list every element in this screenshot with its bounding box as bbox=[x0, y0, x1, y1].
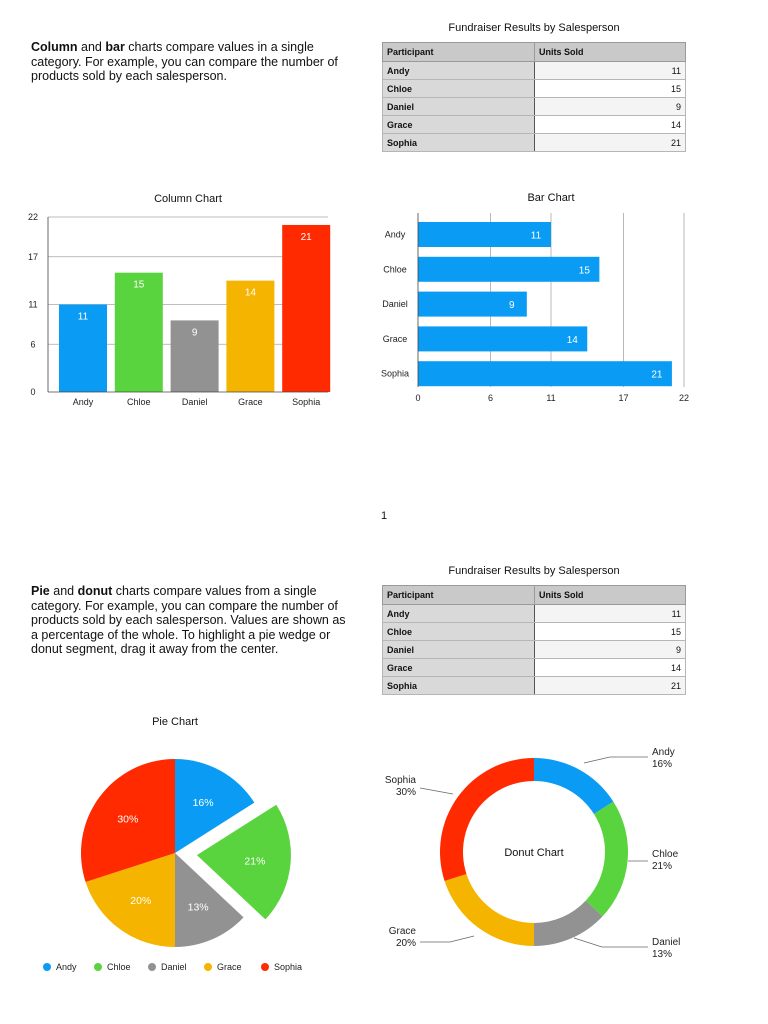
cell-name: Chloe bbox=[383, 623, 535, 641]
legend-label: Andy bbox=[56, 962, 77, 972]
segment-name: Sophia bbox=[384, 775, 416, 786]
term-column: Column bbox=[31, 40, 78, 54]
y-tick-label: Chloe bbox=[383, 264, 407, 275]
bar-chart-title: Bar Chart bbox=[527, 192, 575, 204]
table-row bbox=[383, 116, 686, 134]
data-label: 21 bbox=[300, 231, 312, 243]
intro-conjunction: and bbox=[53, 584, 75, 598]
table-title: Fundraiser Results by Salesperson bbox=[448, 565, 620, 577]
x-tick-label: Chloe bbox=[127, 397, 151, 407]
data-label: 11 bbox=[530, 230, 542, 242]
segment-percent: 20% bbox=[395, 938, 416, 949]
donut-segment-andy bbox=[534, 758, 613, 814]
intro-text: charts compare values from a single category. For example, you can compare the number of products sold by each salesperson. Values are shown as a percentage of the whole. To highlight a pie wedge or donut segment, drag it away from the center. bbox=[31, 584, 346, 656]
table-row bbox=[383, 659, 686, 677]
table-row bbox=[383, 641, 686, 659]
x-tick-label: Sophia bbox=[292, 397, 321, 407]
legend-swatch-daniel bbox=[148, 963, 156, 971]
legend-swatch-grace bbox=[204, 963, 212, 971]
column-chart-title: Column Chart bbox=[154, 193, 222, 205]
donut-segment-sophia bbox=[440, 758, 534, 881]
segment-percent: 30% bbox=[395, 787, 416, 798]
cell-name: Daniel bbox=[383, 98, 535, 116]
x-tick-label: 0 bbox=[415, 393, 421, 403]
cell-value: 21 bbox=[535, 677, 686, 695]
data-label: 14 bbox=[244, 287, 256, 299]
intro-conjunction: and bbox=[81, 40, 102, 54]
donut-chart bbox=[370, 735, 700, 970]
pie-chart bbox=[0, 730, 360, 990]
term-bar: bar bbox=[105, 40, 125, 54]
donut-segment-daniel bbox=[534, 901, 603, 946]
leader-line bbox=[584, 757, 648, 763]
cell-value: 11 bbox=[535, 605, 686, 623]
data-label: 14 bbox=[566, 334, 578, 346]
data-label: 21 bbox=[651, 369, 663, 381]
slice-label: 30% bbox=[117, 813, 139, 826]
intro-pie-donut bbox=[31, 584, 349, 657]
legend-swatch-sophia bbox=[261, 963, 269, 971]
cell-name: Daniel bbox=[383, 641, 535, 659]
intro-column-bar bbox=[31, 40, 349, 84]
slice-label: 21% bbox=[244, 855, 266, 868]
x-tick-label: 11 bbox=[546, 393, 556, 403]
x-tick-label: 6 bbox=[488, 393, 494, 403]
y-tick-label: Andy bbox=[384, 229, 406, 240]
bar-grace bbox=[418, 326, 587, 351]
leader-line bbox=[420, 936, 474, 942]
column-chart bbox=[0, 205, 340, 415]
header-units-sold: Units Sold bbox=[535, 43, 686, 62]
cell-value: 9 bbox=[535, 98, 686, 116]
table-row bbox=[383, 677, 686, 695]
legend-swatch-chloe bbox=[94, 963, 102, 971]
segment-name: Andy bbox=[652, 747, 675, 758]
term-donut: donut bbox=[77, 584, 113, 598]
data-label: 15 bbox=[578, 265, 590, 277]
segment-name: Chloe bbox=[652, 849, 679, 860]
table-row bbox=[383, 80, 686, 98]
data-label: 9 bbox=[191, 327, 198, 339]
x-tick-label: Grace bbox=[238, 397, 263, 407]
cell-name: Grace bbox=[383, 659, 535, 677]
segment-percent: 21% bbox=[652, 861, 673, 872]
segment-name: Daniel bbox=[652, 937, 681, 948]
table-row bbox=[383, 605, 686, 623]
cell-name: Chloe bbox=[383, 80, 535, 98]
y-tick-label: Grace bbox=[382, 333, 408, 344]
slice-label: 20% bbox=[130, 895, 152, 908]
donut-segment-grace bbox=[445, 874, 534, 946]
cell-value: 9 bbox=[535, 641, 686, 659]
legend-label: Daniel bbox=[161, 962, 187, 972]
table-row bbox=[383, 623, 686, 641]
x-tick-label: Daniel bbox=[181, 397, 208, 407]
legend-label: Grace bbox=[217, 962, 242, 972]
table-row bbox=[383, 98, 686, 116]
y-tick-label: 22 bbox=[27, 212, 39, 222]
data-label: 9 bbox=[509, 300, 515, 312]
y-tick-label: 11 bbox=[28, 299, 38, 310]
page-number: 1 bbox=[381, 510, 388, 522]
y-tick-label: 17 bbox=[27, 251, 39, 262]
bar-chloe bbox=[418, 257, 599, 282]
pie-chart-title: Pie Chart bbox=[152, 716, 198, 728]
cell-value: 15 bbox=[535, 623, 686, 641]
table-row bbox=[383, 62, 686, 80]
segment-percent: 13% bbox=[652, 949, 673, 960]
legend-label: Sophia bbox=[274, 962, 303, 972]
cell-name: Grace bbox=[383, 116, 535, 134]
data-table bbox=[382, 42, 686, 152]
cell-name: Sophia bbox=[383, 677, 535, 695]
cell-name: Andy bbox=[383, 605, 535, 623]
cell-name: Sophia bbox=[383, 134, 535, 152]
header-units-sold: Units Sold bbox=[535, 586, 686, 605]
cell-value: 21 bbox=[535, 134, 686, 152]
cell-name: Andy bbox=[383, 62, 535, 80]
table-title: Fundraiser Results by Salesperson bbox=[448, 22, 620, 34]
slice-label: 13% bbox=[187, 901, 209, 914]
cell-value: 14 bbox=[535, 116, 686, 134]
table-row bbox=[383, 134, 686, 152]
term-pie: Pie bbox=[31, 584, 50, 598]
data-table bbox=[382, 585, 686, 695]
cell-value: 11 bbox=[535, 62, 686, 80]
x-tick-label: Andy bbox=[72, 397, 94, 407]
cell-value: 14 bbox=[535, 659, 686, 677]
bar-sophia bbox=[282, 225, 330, 392]
x-tick-label: 22 bbox=[678, 393, 690, 403]
intro-text: charts compare values in a single category. For example, you can compare the number of products sold by each salesperson. bbox=[31, 40, 338, 83]
y-tick-label: Sophia bbox=[380, 368, 410, 379]
legend-label: Chloe bbox=[107, 962, 131, 972]
segment-percent: 16% bbox=[652, 759, 673, 770]
bar-chart bbox=[370, 205, 700, 410]
y-tick-label: 6 bbox=[30, 339, 36, 350]
header-participant: Participant bbox=[383, 586, 535, 605]
donut-segment-chloe bbox=[586, 802, 628, 917]
slice-label: 16% bbox=[192, 796, 214, 809]
cell-value: 15 bbox=[535, 80, 686, 98]
header-participant: Participant bbox=[383, 43, 535, 62]
leader-line bbox=[420, 788, 453, 794]
x-tick-label: 17 bbox=[618, 393, 629, 403]
y-tick-label: Daniel bbox=[382, 299, 408, 310]
data-label: 15 bbox=[133, 279, 145, 291]
data-label: 11 bbox=[77, 311, 89, 323]
leader-line bbox=[574, 938, 648, 947]
legend-swatch-andy bbox=[43, 963, 51, 971]
bar-sophia bbox=[418, 361, 672, 386]
y-tick-label: 0 bbox=[30, 387, 36, 397]
segment-name: Grace bbox=[388, 926, 416, 937]
donut-center-title: Donut Chart bbox=[504, 847, 564, 859]
